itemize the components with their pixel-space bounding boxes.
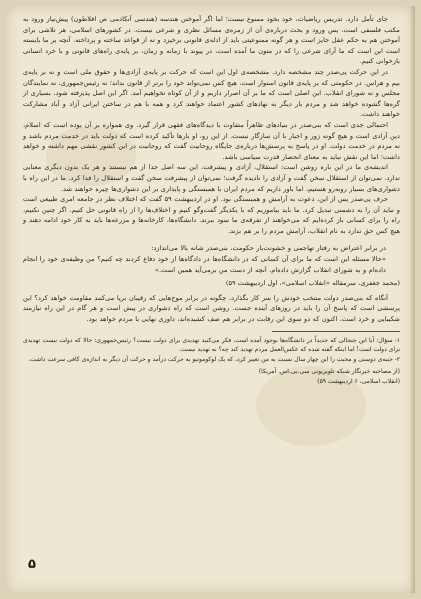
footnote: ۱- سؤال: آیا این جنجالی که جدیداً در دانشگاه‌ها بوجود آمده است، فکر می‌کنید تهدیدی برای دولت نیست؟ رئیس‌جمهوری: حالا که دولت نیست تهدیدی برای دولت است! اما اینکه گفته شده که عکس‌العمل مردم تهدید کند چه؟ نه تهدید نیست.: [23, 336, 400, 354]
footnote-divider: [272, 331, 400, 332]
closing-paragraph: آنگاه که بنی‌صدر دولت منتخب خودش را سر کار بگذارد، چگونه در برابر موج‌هایی که رقیبان برپا می‌کنند مقاومت خواهد کرد؟ این پرسشی است که پاسخ آن را باید در روزهای آینده جست. روشن است که راه دشواری در پیش است و هر گام در این راه نیازمند شکیبایی و خرد است. اکنون که دو سوی این رقابت در برابر هم صف کشیده‌اند، داوری نهایی با مردم خواهد بود.: [23, 293, 400, 324]
body-paragraph: جای تأمل دارد. تدریس ریاضیات، خود بخود ممنوع نیست؛ اما اگر آموختن هندسه (هندسی آنکادمی ص افلاطون) پیش‌نیاز ورود به مکتب فلسفی است، پس ورود و بحث درباره‌ی آن از زمره‌ی مسائل نظری و شرعی نیست. در کشورهای اسلامی، هر تلاشی برای آموختن هم به حکم عقل جایز است و هر گونه ممنوعیتی باید از ادله‌ی قانونی برخیزد و نه از قواعد ساخته و پرداخته. آنچه بر ما بایسته است این است که ما آرای شرعی را که در متون ما آمده است، در پیوند با زمانه و زمان، بر پایه‌ی راه‌های قانونی و با خرد انسانی بازخوانی کنیم.: [23, 15, 400, 66]
document-body: [23, 14, 400, 387]
source-citation: (انقلاب اسلامی، ۶ اردیبهشت ۵۹): [317, 378, 400, 385]
quote-text: «حالا مسئله این است که ما برای آن کسانی که در دانشگاه‌ها در دادگاه‌ها از خود دفاع کردند چه کنیم؟ من وظیفه‌ی خود را انجام داده‌ام و به شورای انقلاب گزارش داده‌ام. آنچه از دست من برمی‌آید همین است.»: [23, 255, 386, 274]
page-number: ۵: [28, 557, 36, 572]
body-paragraph: احتمالی جدی است که بنی‌صدر در بنیادهای ظاهراً متفاوت با دیدگاه‌های فقهی قرار گیرد. وی همواره بر آن بوده است که اسلام، دین آزادی است و هیچ گونه زور و اجبار با آن سازگار نیست. از این رو، او بارها تأکید کرده است که دولت باید در خدمت مردم باشد و نه مردم در خدمت دولت. او در پاسخ به پرسش‌ها درباره‌ی جایگاه روحانیت گفت که روحانیت در این کشور نقشی مهم داشته و خواهد داشت؛ اما این نقش نباید به معنای انحصار قدرت سیاسی باشد.: [23, 120, 400, 161]
body-paragraph: اندیشه‌ی ما در این باره روشن است: استقلال، آزادی و پیشرفت. این سه اصل جدا از هم نیستند و هر یک بدون دیگری معنایی ندارد. نمی‌توان از استقلال سخن گفت و آزادی را نادیده گرفت؛ نمی‌توان از پیشرفت سخن گفت و استقلال را فدا کرد. ما در این راه با دشواری‌های بسیار روبه‌رو هستیم، اما باور داریم که مردم ایران با همبستگی و پایداری بر این دشواری‌ها چیره خواهند شد.: [23, 163, 400, 193]
quote-block: [23, 243, 400, 275]
signature-line: (محمد جعفری، سرمقاله «انقلاب اسلامی»، اول اردیبهشت ۵۹): [225, 279, 400, 288]
body-paragraph: در این حرکت پی‌صدر چند مشخصه دارد. مشخصه‌ی اول این است که حرکت بر پایه‌ی آزادی‌ها و حقوق ملی است و نه بر پایه‌ی بیم و هراس. در حکومتی که بر پایه‌ی قانون استوار است، هیچ کس نمی‌تواند خود را برتر از قانون بداند؛ نه رئیس‌جمهوری، نه نمایندگان مجلس و نه شورای انقلاب. این اصلی است که ما بر آن اصرار داریم و از آن کوتاه نخواهیم آمد. اگر این اصل پذیرفته شود، بسیاری از گره‌ها گشوده خواهد شد و مردم بار دیگر به نهادهای کشور اعتماد خواهند کرد و همه با هم در ساختن ایرانی آزاد و آباد مشارکت خواهند داشت.: [23, 67, 400, 119]
body-paragraph: حرف پی‌صدر پس از این، دعوت به آرامش و همبستگی بود. او در اردیبهشت ۵۹ گفت که اختلاف نظر در جامعه امری طبیعی است و نباید آن را به دشمنی تبدیل کرد. ما باید بیاموزیم که با یکدیگر گفت‌وگو کنیم و اختلاف‌ها را از راه قانونی حل کنیم. اگر چنین نکنیم، راه را برای کسانی باز کرده‌ایم که می‌خواهند از تفرقه‌ی ما سود ببرند. دانشگاه‌ها، کارخانه‌ها و مزرعه‌ها باید به کار خود ادامه دهند و هیچ کس حق ندارد به نام انقلاب، آرامش مردم را بر هم بزند.: [23, 195, 400, 235]
scan-edge-shadow: [409, 6, 415, 593]
scanned-page: [6, 6, 415, 593]
footnotes: [23, 336, 400, 365]
source-citation: (از مصاحبه خبرنگار شبکه تلویزیونی سی.بی.اس. آمریکا): [258, 368, 400, 376]
footnote: ۲- جنبه‌ی دوستی و محبت را این چهار سال نسبت به من تغییر کرد، که یک لوکوموتیو به حرکت درآمد و حرکت آن دیگر به اندازه‌ی کافی سرعت داشت.: [28, 355, 400, 363]
quote-intro: در برابر اعتراض به رفتار تهاجمی و خشونت‌بار حکومت، بنی‌صدر شانه بالا می‌اندازد:: [151, 244, 386, 253]
